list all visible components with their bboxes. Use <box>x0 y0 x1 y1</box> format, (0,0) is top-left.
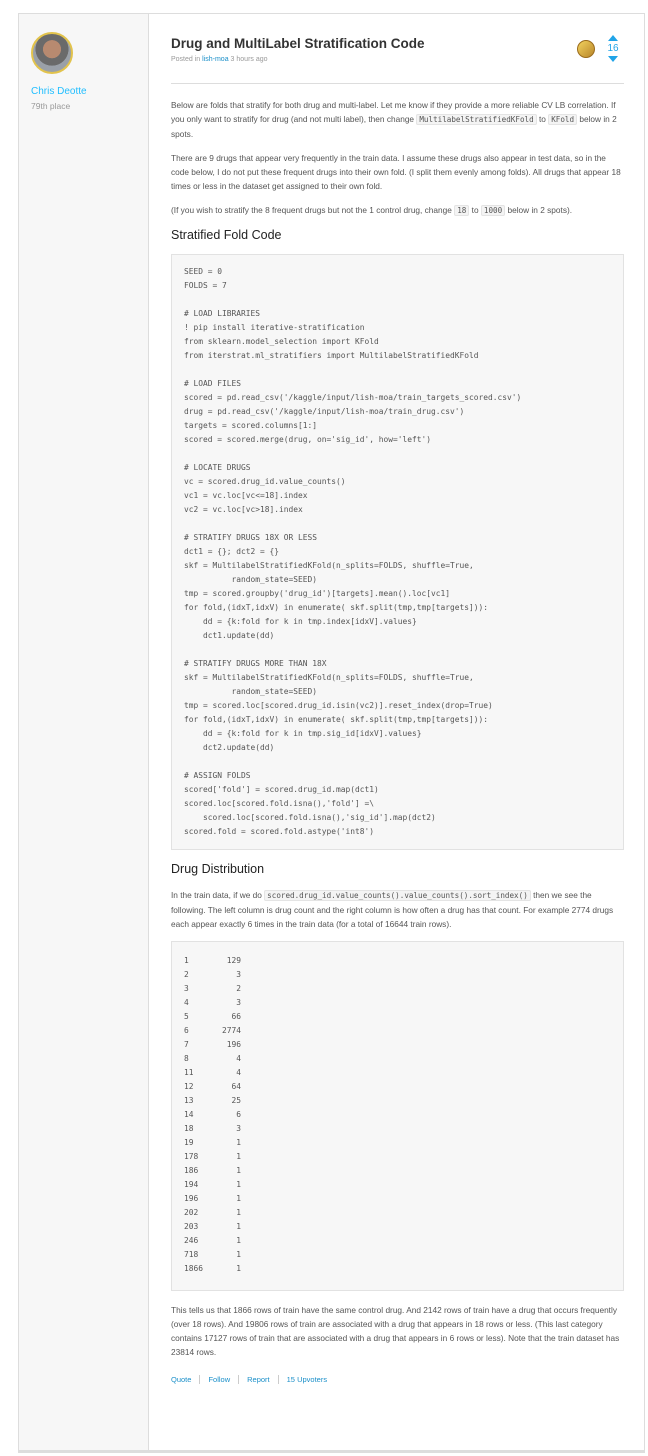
inline-code: scored.drug_id.value_counts().value_counts().sort_index() <box>264 890 531 901</box>
upvoters-link[interactable]: 15 Upvoters <box>278 1375 335 1384</box>
author-name[interactable]: Chris Deotte <box>31 86 87 97</box>
code-block-folds[interactable]: SEED = 0 FOLDS = 7 # LOAD LIBRARIES ! pip install iterative-stratification from sklearn.model_selection import KFold from iterstrat.ml_stratifiers import MultilabelStratifiedKFold # LOAD FILES scored = pd.read_csv('/kaggle/input/lish-moa/train_targets_scored.csv') drug = pd.read_csv('/kaggle/input/lish-moa/train_drug.csv') targets = scored.columns[1:] scored = scored.merge(drug, on='sig_id', how='left') # LOCATE DRUGS vc = scored.drug_id.value_counts() vc1 = vc.loc[vc<=18].index vc2 = vc.loc[vc>18].index # STRATIFY DRUGS 18X OR LESS dct1 = {}; dct2 = {} skf = MultilabelStratifiedKFold(n_splits=FOLDS, shuffle=True, random_state=SEED) tmp = scored.groupby('drug_id')[targets].mean().loc[vc1] for fold,(idxT,idxV) in enumerate( skf.split(tmp,tmp[targets])): dd = {k:fold for k in tmp.index[idxV].values} dct1.update(dd) # STRATIFY DRUGS MORE THAN 18X skf = MultilabelStratifiedKFold(n_splits=FOLDS, shuffle=True, random_state=SEED) tmp = scored.loc[scored.drug_id.isin(vc2)].reset_index(drop=True) for fold,(idxT,idxV) in enumerate( skf.split(tmp,tmp[targets])): dd = {k:fold for k in tmp.sig_id[idxV].values} dct2.update(dd) # ASSIGN FOLDS scored['fold'] = scored.drug_id.map(dct1) scored.loc[scored.fold.isna(),'fold'] =\ scored.loc[scored.fold.isna(),'sig_id'].map(dct2) scored.fold = scored.fold.astype('int8') <box>171 254 624 850</box>
author-rank: 79th place <box>31 101 71 111</box>
text: to <box>469 205 481 215</box>
post-meta <box>171 56 624 63</box>
avatar[interactable] <box>31 32 73 74</box>
post-title: Drug and MultiLabel Stratification Code <box>171 36 425 51</box>
vote-widget <box>606 35 620 62</box>
inline-code: KFold <box>548 114 577 125</box>
text: In the train data, if we do <box>171 890 265 900</box>
author-sidebar <box>19 14 149 1450</box>
inline-code: 1000 <box>481 205 505 216</box>
code-block-distribution[interactable]: 1 129 2 3 3 2 4 3 5 66 6 2774 7 196 8 4 11 4 12 64 13 25 14 6 18 3 19 1 178 1 186 1 194 1 196 1 202 1 203 1 246 1 718 1 1866 1 <box>171 941 624 1291</box>
inline-code: MultilabelStratifiedKFold <box>416 114 536 125</box>
text: below in 2 spots). <box>505 205 573 215</box>
gold-medal-icon <box>577 40 595 58</box>
paragraph-intro <box>171 98 624 141</box>
text: then we see the following. The left column is drug count and the right column is how often a drug has that count. For example 2774 drugs each appear exactly 6 times in the train data (for a total of 16644 train rows). <box>171 890 614 929</box>
post-time: 3 hours ago <box>230 56 268 63</box>
divider <box>171 83 624 84</box>
text: below in 2 spots. <box>171 114 617 139</box>
inline-code: 18 <box>454 205 469 216</box>
heading-drug-distribution: Drug Distribution <box>171 862 265 876</box>
posted-in-label: Posted in <box>171 56 201 63</box>
text: (If you wish to stratify the 8 frequent drugs but not the 1 control drug, change <box>171 205 455 215</box>
post-actions <box>171 1375 624 1384</box>
paragraph-control-drug <box>171 203 624 218</box>
post-content <box>149 14 644 1450</box>
text: Below are folds that stratify for both drug and multi-label. Let me know if they provide a more reliable CV LB correlation. If you only want to stratify for drug (and not multi label), then change <box>171 100 616 124</box>
report-link[interactable]: Report <box>238 1375 278 1384</box>
quote-link[interactable]: Quote <box>171 1375 192 1384</box>
paragraph-frequent-drugs: There are 9 drugs that appear very frequently in the train data. I assume these drugs also appear in test data, so in the code below, I do not put these frequent drugs into their own fold. (I split them evenly among folds). All drugs that appear 18 times or less in the dataset get assigned to their own fold. <box>171 153 621 191</box>
upvote-icon[interactable] <box>608 35 618 41</box>
downvote-icon[interactable] <box>608 56 618 62</box>
vote-count: 16 <box>607 43 619 54</box>
paragraph-summary: This tells us that 1866 rows of train have the same control drug. And 2142 rows of train have a drug that occurs frequently (over 18 rows). And 19806 rows of train are associated with a drug that appears in 18 rows or less. (This last category contains 17127 rows of train that are associated with a drug that appears in 6 rows or less). Note that the train dataset has 23814 rows. <box>171 1305 620 1357</box>
paragraph-distribution <box>171 888 624 931</box>
competition-link[interactable]: lish-moa <box>202 56 229 63</box>
follow-link[interactable]: Follow <box>199 1375 238 1384</box>
heading-stratified-fold-code: Stratified Fold Code <box>171 228 282 242</box>
text: to <box>536 114 549 124</box>
discussion-post <box>18 13 645 1453</box>
